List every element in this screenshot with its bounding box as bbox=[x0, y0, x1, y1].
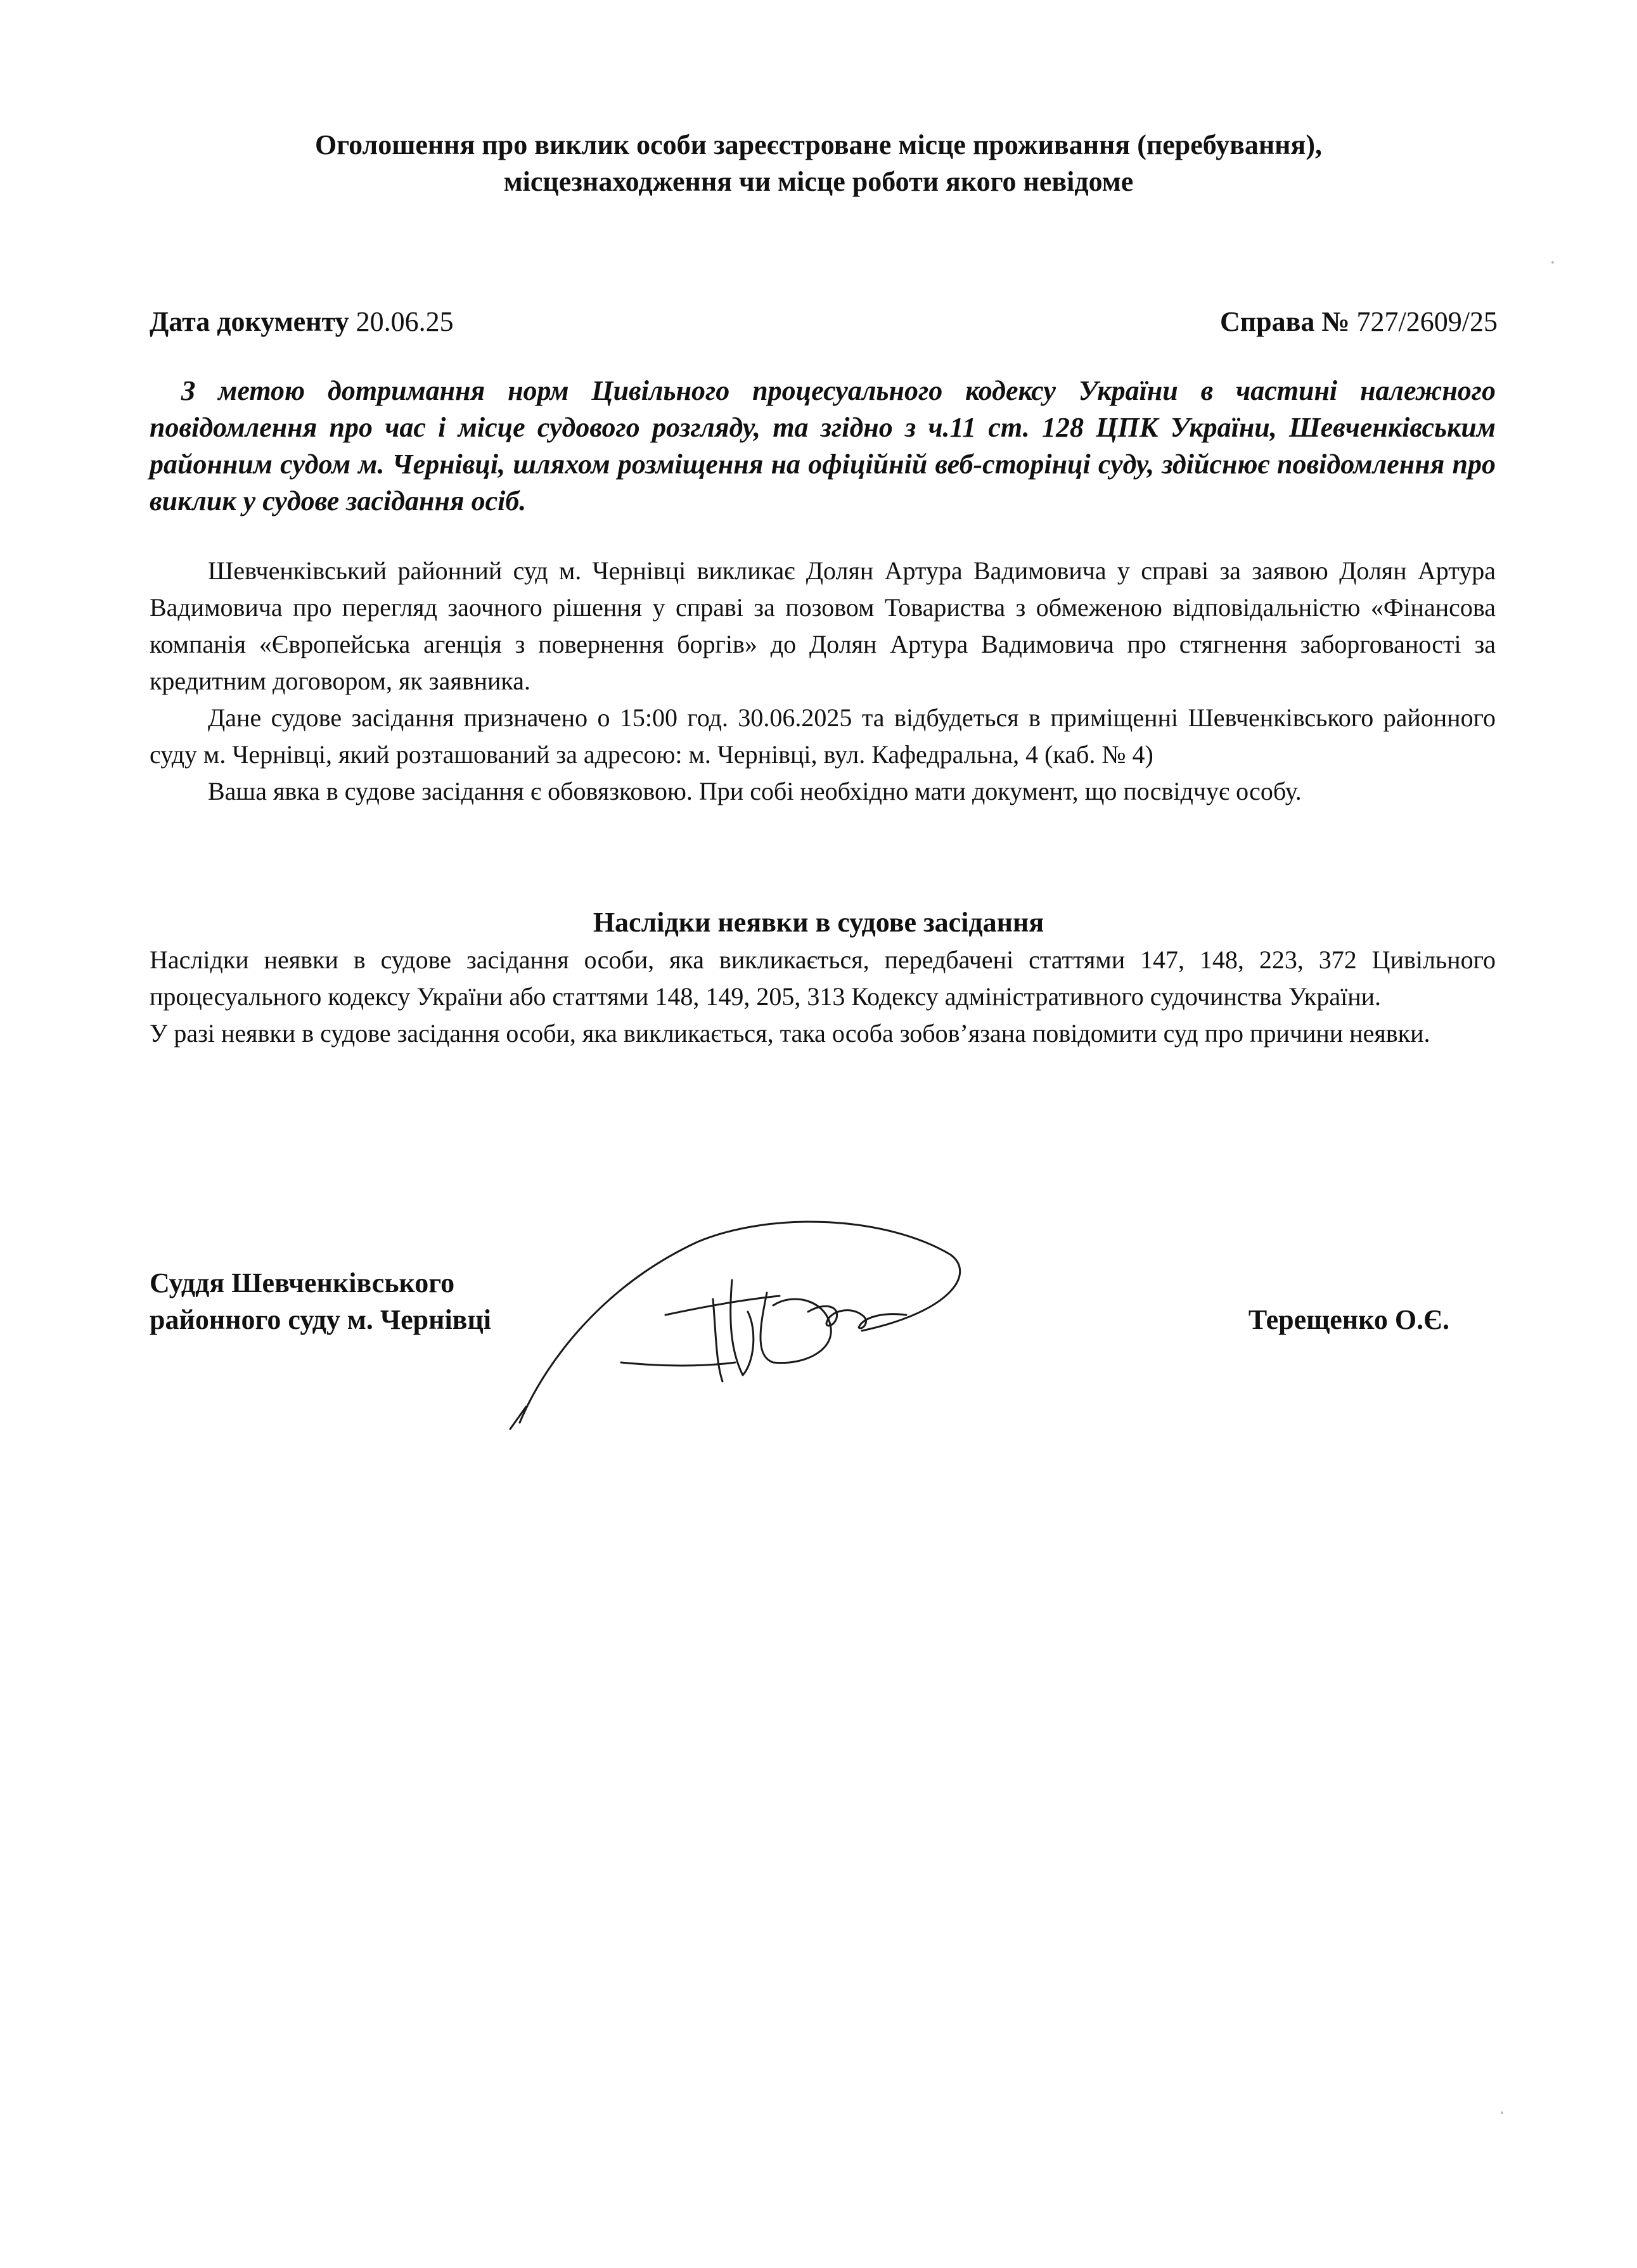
judge-title-line-1: Суддя Шевченківського bbox=[150, 1267, 455, 1298]
judge-title bbox=[150, 1265, 491, 1338]
summons-paragraph-1: Шевченківський районний суд м. Чернівці викликає Долян Артура Вадимовича у справі за заявою Долян Артура Вадимовича про перегляд заочного рішення у справі за позовом Товариства з обмеженою відповідальністю «Фінансова компанія «Європейська агенція з повернення боргів» до Долян Артура Вадимовича про стягнення заборгованості за кредитним договором, як заявника. bbox=[150, 556, 1496, 695]
date-label: Дата документу bbox=[150, 306, 349, 337]
consequences-paragraph-2: У разі неявки в судове засідання особи, яка викликається, така особа зобов’язана повідомити суд про причини неявки. bbox=[150, 1019, 1430, 1048]
summons-body bbox=[150, 553, 1496, 810]
consequences-paragraph-1: Наслідки неявки в судове засідання особи, яка викликається, передбачені статтями 147, 148, 223, 372 Цивільного процесуального кодексу України або статтями 148, 149, 205, 313 Кодексу адміністративного судочинства України. bbox=[150, 945, 1496, 1011]
consequences-body bbox=[150, 942, 1496, 1052]
document-date bbox=[150, 304, 454, 340]
scan-speck bbox=[1501, 2111, 1503, 2114]
consequences-title: Наслідки неявки в судове засідання bbox=[593, 907, 1044, 938]
title-line-2: місцезнаходження чи місце роботи якого невідоме bbox=[503, 166, 1134, 197]
summons-paragraph-3: Ваша явка в судове засідання є обовязковою. При собі необхідно мати документ, що посвідчує особу. bbox=[208, 777, 1302, 805]
scan-speck bbox=[1551, 261, 1554, 264]
summons-paragraph-2: Дане судове засідання призначено о 15:00 год. 30.06.2025 та відбудеться в приміщенні Шевченківського районного суду м. Чернівці, який розташований за адресою: м. Чернівці, вул. Кафедральна, 4 (каб. № 4) bbox=[150, 703, 1496, 769]
handwritten-signature bbox=[507, 1204, 1014, 1432]
date-value: 20.06.25 bbox=[356, 306, 454, 337]
case-number bbox=[1220, 304, 1498, 340]
case-value: 727/2609/25 bbox=[1356, 306, 1498, 337]
case-label: Справа № bbox=[1219, 306, 1350, 337]
judge-title-line-2: районного суду м. Чернівці bbox=[150, 1304, 492, 1335]
legal-notice: З метою дотримання норм Цивільного процесуального кодексу України в частині належного повідомлення про час і місце судового розгляду, та згідно з ч.11 ст. 128 ЦПК України, Шевченківським районним судом м. Чернівці, шляхом розміщення на офіційній веб-сторінці суду, здійснює повідомлення про виклик у судове засідання осіб. bbox=[150, 375, 1496, 516]
document-title bbox=[0, 127, 1637, 200]
title-line-1: Оголошення про виклик особи зареєстроване місце проживання (перебування), bbox=[315, 129, 1322, 160]
judge-name: Терещенко О.Є. bbox=[1248, 1304, 1449, 1335]
